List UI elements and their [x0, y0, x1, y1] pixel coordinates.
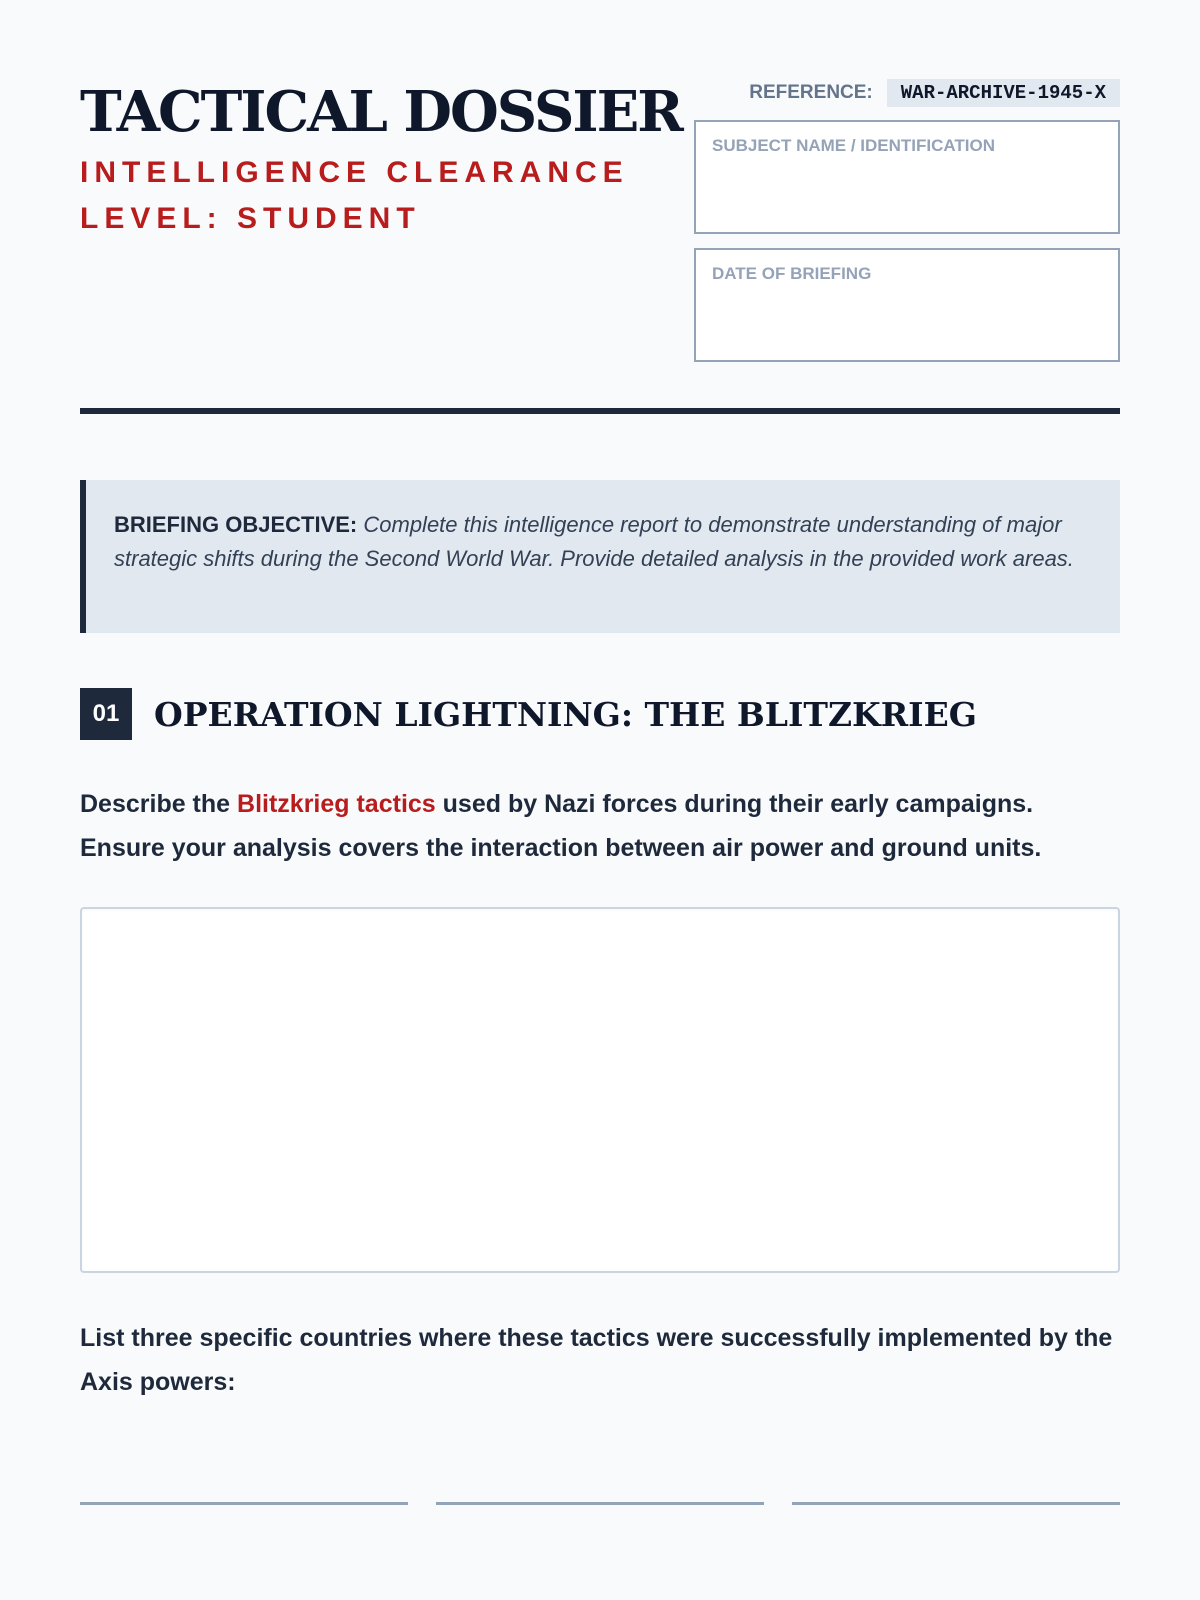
clearance-subtitle: [80, 150, 660, 242]
prompt-text-start: Describe the: [80, 790, 238, 818]
briefing-body: Complete this intelligence report to demonstrate understanding of major strategic shifts during the Second World War. Provide detailed analysis in the provided work areas.: [114, 512, 1074, 571]
briefing-date-field[interactable]: [694, 248, 1120, 362]
title-block: [80, 79, 682, 242]
briefing-date-label: DATE OF BRIEFING: [712, 264, 872, 283]
section-number-badge: 01: [80, 688, 132, 740]
subtitle-line-1: INTELLIGENCE CLEARANCE: [80, 156, 629, 189]
page-title: TACTICAL DOSSIER: [80, 79, 682, 145]
reference-code: WAR-ARCHIVE-1945-X: [887, 79, 1120, 107]
briefing-paragraph: [114, 508, 1088, 576]
analysis-answer-box[interactable]: [80, 907, 1120, 1273]
prompt-highlight: Blitzkrieg tactics: [237, 790, 436, 818]
reference-label: REFERENCE:: [749, 82, 873, 103]
subtitle-line-2: LEVEL: STUDENT: [80, 202, 421, 235]
section-title: OPERATION LIGHTNING: THE BLITZKRIEG: [154, 694, 977, 734]
countries-prompt: List three specific countries where these tactics were successfully implemented by the Axis powers:: [80, 1324, 1113, 1396]
blitzkrieg-prompt: [80, 782, 1120, 870]
meta-block: [694, 80, 1120, 376]
header-divider: [80, 408, 1120, 414]
dossier-header: [80, 80, 1120, 370]
country-answer-line-3[interactable]: [792, 1502, 1120, 1505]
briefing-objective-box: [80, 480, 1120, 633]
country-answer-line-1[interactable]: [80, 1502, 408, 1505]
briefing-label: BRIEFING OBJECTIVE:: [114, 512, 358, 537]
section-header-01: [80, 688, 977, 740]
subject-name-field[interactable]: [694, 120, 1120, 234]
reference-row: [694, 80, 1120, 106]
prompt-text-end: used by Nazi forces during their early campaigns. Ensure your analysis covers the interaction between air power and ground units.: [80, 790, 1042, 862]
country-answer-line-2[interactable]: [436, 1502, 764, 1505]
subject-name-label: SUBJECT NAME / IDENTIFICATION: [712, 136, 996, 155]
worksheet-page: [80, 0, 1120, 1600]
